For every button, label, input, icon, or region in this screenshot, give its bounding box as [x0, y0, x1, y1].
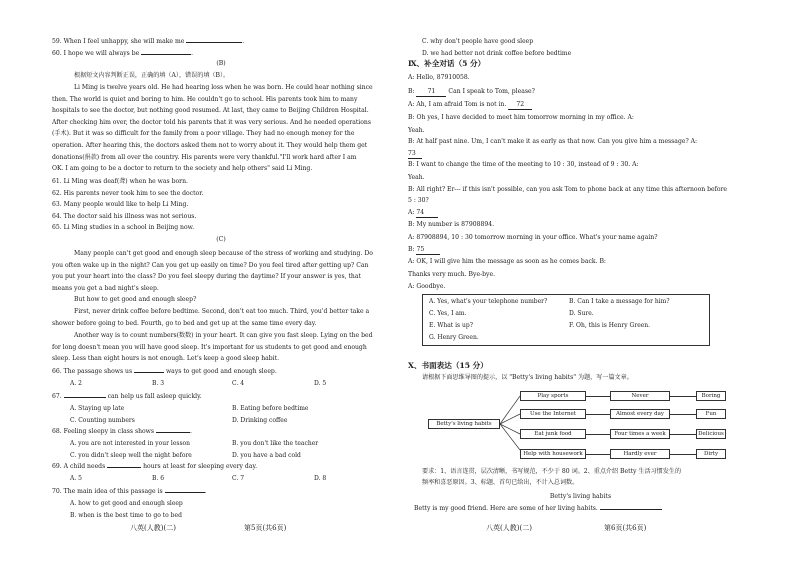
- mind-map-adjective: Delicious: [696, 429, 726, 439]
- dialogue-line: B: Oh yes, I have decided to meet him tomorrow morning in my office. A:: [408, 114, 634, 121]
- mind-map-adjective: Dirty: [696, 449, 726, 459]
- blank-75[interactable]: 75: [416, 246, 440, 255]
- q68-option[interactable]: D. you have a bad cold: [232, 451, 301, 459]
- dialogue-option-g: G. Henry Green.: [429, 334, 479, 341]
- requirement-line: 要求：1、语言连贯，层次清晰，书写规范，不少于 80 词。2、重点介绍 Betty 生活习惯发生的: [422, 468, 682, 475]
- b-item-line: 62. His parents never took him to see the doctor.: [52, 189, 204, 197]
- mind-map-habit: Eat junk food: [520, 429, 586, 439]
- dialogue-option-d: D. Sure.: [569, 310, 594, 317]
- b-passage-line: hospitals to see the doctor, but nothing good resumed. At last, they came to Beijing Children Hospital.: [52, 107, 369, 115]
- dialogue-line: 5 : 30?: [408, 197, 429, 204]
- mind-map-link: [670, 396, 696, 397]
- right-column: [408, 0, 753, 561]
- q69-text: 69. A child needs: [52, 463, 106, 470]
- q67-text: 67.: [52, 393, 62, 400]
- dialogue-line: A: OK, I will give him the message as soon as he comes back. B:: [408, 258, 606, 265]
- b-item-line: 65. Li Ming studies in a school in Beijing now.: [52, 224, 195, 232]
- dialogue-line: B: All right? Er--- if this isn't possible, can you ask Tom to phone back at any time this afternoon before: [408, 186, 728, 193]
- section-10-instruction: 请根据下面思维导图的提示，以 "Betty's living habits" 为题，写一篇文章。: [422, 374, 633, 381]
- dialogue-line: A: Ah, I am afraid Tom is not in. 72: [408, 101, 532, 110]
- q67-option[interactable]: D. Drinking coffee: [232, 416, 288, 424]
- q68-text: 68. Feeling sleepy in class shows: [52, 428, 155, 435]
- dialogue-line: B: My number is 87908894.: [408, 221, 495, 228]
- dialogue-line: B: 75: [408, 246, 440, 255]
- mind-map-link: [670, 454, 696, 455]
- dialogue-option-e: E. What is up?: [429, 322, 473, 329]
- dialogue-option-a: A. Yes, what's your telephone number?: [429, 298, 548, 305]
- b-passage-line: After checking him over, the doctor told his parents that it was very serious. And he needed operations: [52, 118, 371, 126]
- q70-option[interactable]: C. why don't people have good sleep: [422, 38, 534, 45]
- q67-blank[interactable]: [64, 397, 106, 398]
- mind-map-frequency: Almost every day: [610, 409, 670, 419]
- q66-blank[interactable]: [134, 372, 164, 373]
- q68-option[interactable]: C. you didn't sleep well the night before: [70, 451, 192, 459]
- b-passage-line: operation. After hearing this, the doctors asked them not to worry about it. They would help them get: [52, 142, 368, 149]
- mind-map-habit: Play sports: [520, 391, 586, 401]
- q67-tail: can help us fall asleep quickly.: [107, 393, 202, 400]
- c-para3-line: for long doesn't mean you will have good sleep. It's important for us students to get good and enough: [52, 343, 367, 351]
- blank-71[interactable]: 71: [416, 88, 446, 97]
- essay-start-text: Betty is my good friend. Here are some of her living habits.: [414, 505, 598, 512]
- section-10-title: Ⅹ、书面表达（15 分）: [408, 361, 488, 370]
- section-c-heading: But how to get good and enough sleep?: [74, 296, 197, 303]
- q66-option[interactable]: A. 2: [70, 380, 82, 387]
- q60-text: 60. I hope we will always be: [52, 50, 140, 57]
- dialogue-line: Yeah.: [408, 127, 425, 134]
- q67-option[interactable]: A. Staying up late: [70, 405, 125, 412]
- blank-72[interactable]: 72: [508, 101, 532, 110]
- q70-option[interactable]: B. when is the best time to go to bed: [70, 511, 182, 519]
- q59-blank[interactable]: [186, 42, 242, 43]
- dialogue-line: Thanks very much. Bye-bye.: [408, 271, 496, 278]
- options-box: [422, 294, 710, 346]
- q67: [52, 393, 202, 401]
- b-item-line: 61. Li Ming was deaf(聋) when he was born.: [52, 178, 188, 185]
- q59: 59. When I feel unhappy, she will make me .: [52, 38, 245, 45]
- dialogue-line: B: At half past nine. Um, I can't make it as early as that now. Can you give him a message? A:: [408, 138, 698, 145]
- q66-text: 66. The passage shows us: [52, 368, 133, 375]
- c-para3-line: sleep. Less than eight hours is not enough. Let's keep a good sleep habit.: [52, 355, 280, 363]
- dialogue-line: [408, 150, 422, 159]
- footer-right-page: 第6页(共6页): [604, 524, 647, 532]
- q69-option[interactable]: A. 5: [70, 475, 82, 482]
- section-b-instruction: 根据短文内容判断正误，正确的填（A），错误的填（B）。: [74, 72, 230, 79]
- dialogue-option-c: C. Yes, I am.: [429, 310, 467, 317]
- c-para1-line: means you get a bad night's sleep.: [52, 284, 159, 292]
- mind-map-frequency: Four times a week: [610, 429, 670, 439]
- footer-left-page: 第5页(共6页): [244, 524, 287, 532]
- mind-map-habit: Help with housework: [520, 449, 586, 459]
- q66-option[interactable]: C. 4: [232, 380, 245, 387]
- dialogue-line: A: 74: [408, 209, 438, 218]
- footer-right-series: 八英(人教)(二): [486, 524, 532, 532]
- footer-left-series: 八英(人教)(二): [130, 524, 176, 532]
- q66: [52, 368, 277, 376]
- q69-option[interactable]: C. 7: [232, 475, 245, 482]
- mind-map-link: [586, 454, 610, 455]
- q69-tail: hours at least for sleeping every day.: [143, 463, 258, 470]
- q69-option[interactable]: B. 6: [152, 475, 165, 482]
- left-column: [52, 0, 390, 561]
- c-para2-line: First, never drink coffee before bedtime. Second, don't eat too much. Third, you'd better take a: [74, 308, 370, 315]
- dialogue-line: B: I want to change the time of the meeting to 10 : 30, instead of 9 : 30. A:: [408, 161, 639, 168]
- b-passage-line: Li Ming is twelve years old. He had hearing loss when he was born. He could hear nothing since: [74, 84, 373, 91]
- q70-blank[interactable]: [165, 492, 205, 493]
- mind-map-link: [670, 434, 696, 435]
- dialogue-line: A: Goodbye.: [408, 283, 446, 290]
- q66-option[interactable]: D. 5: [314, 380, 327, 387]
- b-item-line: 63. Many people would like to help Li Ming.: [52, 201, 189, 209]
- q67-option[interactable]: B. Eating before bedtime: [232, 405, 309, 412]
- q66-tail: ways to get good and enough sleep.: [165, 368, 277, 375]
- mind-map-link: [586, 396, 610, 397]
- section-c-label: (C): [216, 236, 226, 243]
- dialogue-option-b: B. Can I take a message for him?: [569, 298, 670, 305]
- section-9-title: Ⅸ、补全对话（5 分）: [408, 59, 486, 68]
- c-para1-line: Many people can't get good and enough sleep because of the stress of working and studying. Do: [74, 250, 373, 257]
- mind-map-frequency: Never: [610, 391, 670, 401]
- q70: 70. The main idea of this passage is .: [52, 488, 207, 495]
- blank-73[interactable]: 73: [408, 150, 422, 159]
- mind-map-link: [670, 414, 696, 415]
- dialogue-line: A: Hello, 87910058.: [408, 74, 470, 81]
- q60: 60. I hope we will always be .: [52, 50, 194, 57]
- dialogue-option-f: F. Oh, this is Henry Green.: [569, 322, 651, 329]
- c-para1-line: you often wake up in the night? Can you get up easily on time? Do you feel tired after getting up? Can: [52, 261, 369, 269]
- q70-option[interactable]: D. we had better not drink coffee before bedtime: [422, 50, 572, 57]
- q67-option[interactable]: C. Counting numbers: [70, 416, 135, 424]
- essay-title: Betty's living habits: [549, 493, 612, 500]
- b-passage-line: then. The world is quiet and boring to him. He couldn't go to school. His parents took him to many: [52, 95, 358, 103]
- b-passage-line: (手术). But it was so difficult for the family from a poor village. They had no enough money for the: [52, 130, 355, 138]
- section-b-label: (B): [216, 60, 226, 67]
- dialogue-line: A: 87908894, 10 : 30 tomorrow morning in your office. What's your name again?: [408, 234, 658, 241]
- q70-text: 70. The main idea of this passage is: [52, 488, 163, 495]
- c-para3-line: Another way is to count numbers(数数) in your heart. It can give you fast sleep. Lying on the bed: [74, 332, 373, 339]
- q68: 68. Feeling sleepy in class shows .: [52, 428, 192, 435]
- essay-blank[interactable]: [600, 509, 662, 510]
- mind-map-frequency: Hardly ever: [610, 449, 670, 459]
- q59-text: 59. When I feel unhappy, she will make me: [52, 38, 185, 45]
- q66-option[interactable]: B. 3: [152, 380, 165, 387]
- q69: [52, 463, 257, 471]
- dialogue-line: B: 71 Can I speak to Tom, please?: [408, 88, 535, 95]
- mind-map-link: [586, 414, 610, 415]
- mind-map-adjective: Fun: [696, 409, 726, 419]
- b-passage-line: donations(捐款) from all over the country. His parents were very thankful."I'll work hard after I am: [52, 153, 357, 161]
- q69-blank[interactable]: [107, 467, 141, 468]
- q68-option[interactable]: A. you are not interested in your lesson: [70, 440, 191, 447]
- q69-option[interactable]: D. 8: [314, 475, 327, 482]
- q68-blank[interactable]: [156, 432, 190, 433]
- c-para2-line: shower before going to bed. Fourth, go to bed and get up at the same time every day.: [52, 319, 317, 327]
- q70-option[interactable]: A. how to get good and enough sleep: [70, 500, 183, 507]
- blank-74[interactable]: 74: [416, 209, 438, 218]
- mind-map-adjective: Boring: [696, 391, 726, 401]
- mind-map-connectors: [500, 396, 520, 450]
- mind-map-habit: Use the Internet: [520, 409, 586, 419]
- q60-blank[interactable]: [141, 54, 191, 55]
- mind-map-link: [586, 434, 610, 435]
- b-passage-line: OK. I am going to be a doctor to return to the society and help others" said Li Ming.: [52, 165, 313, 173]
- mind-map-center: Betty's living habits: [428, 419, 500, 429]
- c-para1-line: you put your heart into the class? Do you feel sleepy during the daytime? If your answer is yes, that: [52, 273, 361, 281]
- dialogue-line: Yeah.: [408, 174, 425, 181]
- requirement-line: 频率和喜恶原因。3、标题、首句已给出，不计入总词数。: [422, 479, 579, 486]
- b-item-line: 64. The doctor said his illness was not serious.: [52, 212, 197, 220]
- q68-option[interactable]: B. you don't like the teacher: [232, 440, 319, 447]
- essay-start: [414, 505, 662, 513]
